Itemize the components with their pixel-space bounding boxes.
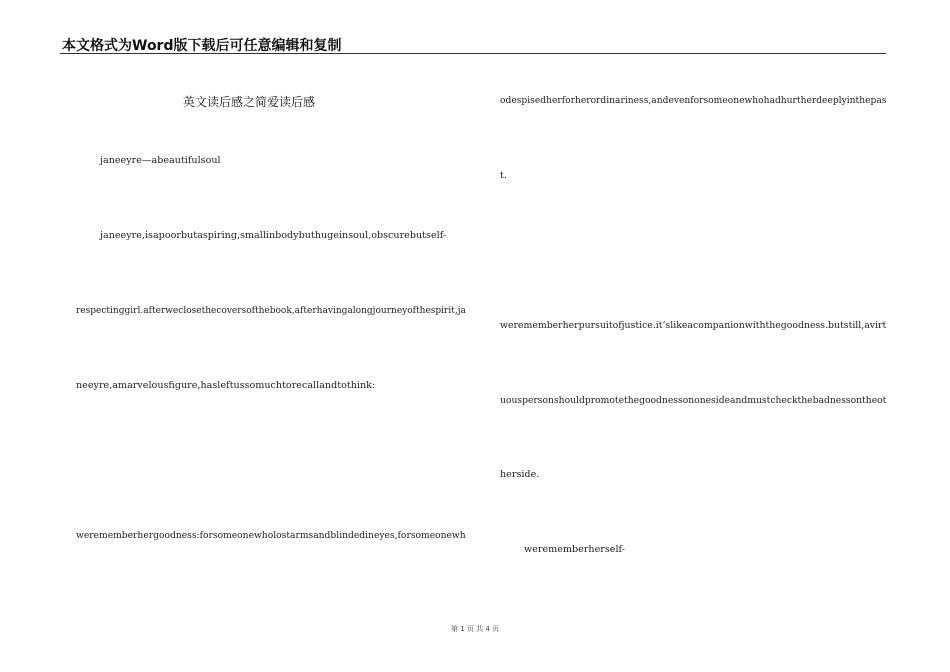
left-paragraph-line: janeeyre,isapoorbutaspiring,smallinbodybuthugeinsoul,obscurebutself- (100, 230, 447, 241)
right-paragraph-line: uouspersonshouldpromotethegoodnessononesideandmustcheckthebadnessontheot (500, 395, 887, 406)
left-paragraph-line: werememberhergoodness:forsomeonewholostarmsandblindedineyes,forsomeonewh (76, 530, 466, 541)
left-paragraph-line: neeyre,amarvelousfigure,hasleftussomuchtorecallandtothink: (76, 380, 376, 391)
page-number-footer: 第 1 页 共 4 页 (450, 625, 500, 633)
right-paragraph-line: werememberherself- (524, 544, 625, 555)
document-header-title: 本文格式为Word版下载后可任意编辑和复制 (62, 38, 342, 54)
right-paragraph-line: odespisedherforherordinariness,andevenforsomeonewhohadhurtherdeeplyinthepas (500, 95, 887, 106)
right-paragraph-line: werememberherpursuitofjustice.it’slikeacompanionwiththegoodness.butstill,avirt (500, 320, 887, 331)
left-paragraph-line: janeeyre—abeautifulsoul (100, 155, 221, 166)
header-divider (60, 53, 886, 54)
right-paragraph-line: herside. (500, 469, 540, 480)
right-paragraph-line: t. (500, 170, 507, 181)
document-title: 英文读后感之简爱读后感 (183, 95, 316, 109)
left-paragraph-line: respectinggirl.afterweclosethecoversofthebook,afterhavingalongjourneyofthespirit,ja (76, 305, 466, 316)
